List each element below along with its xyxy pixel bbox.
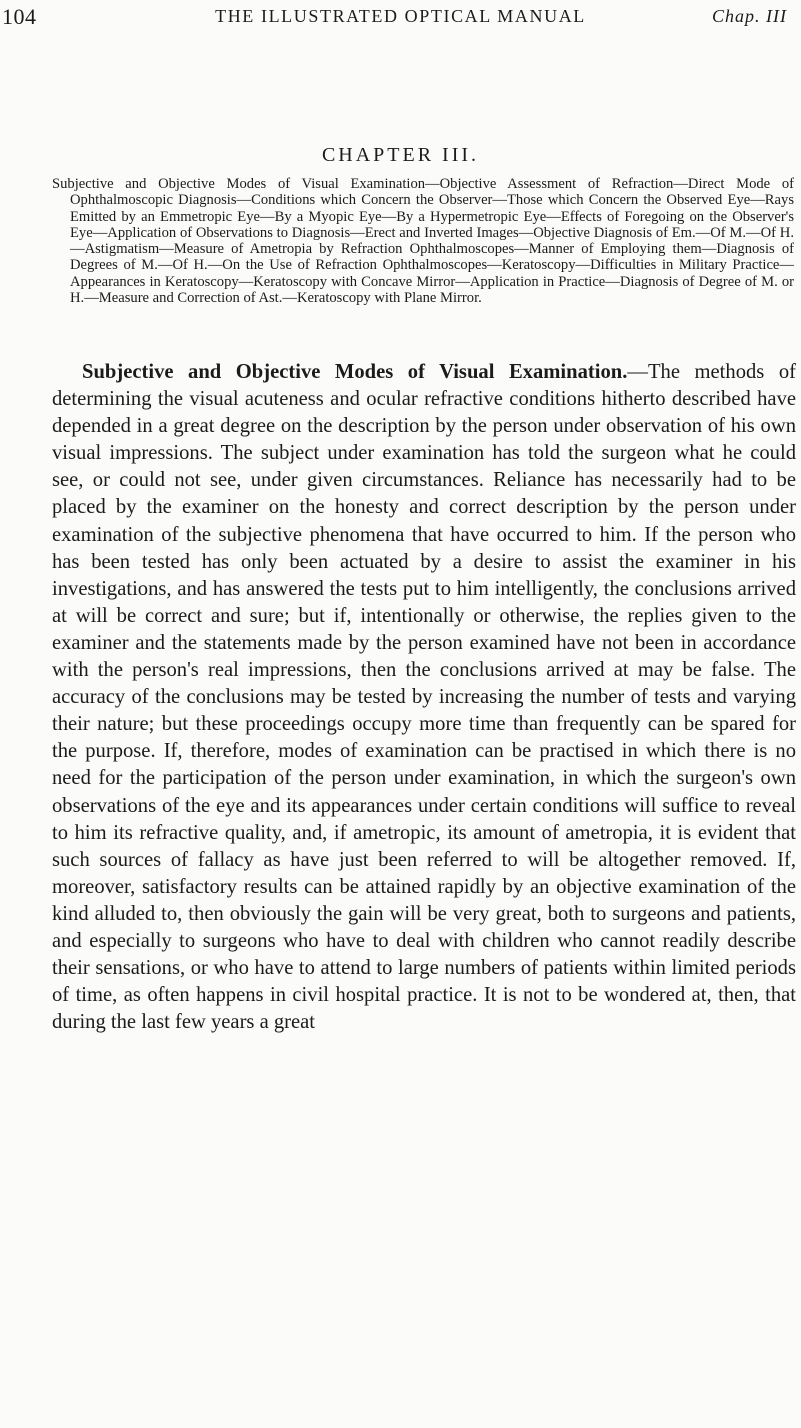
body-paragraph [52, 359, 796, 1036]
section-lead-heading: Subjective and Objective Modes of Visual Examination. [82, 361, 628, 383]
running-title: THE ILLUSTRATED OPTICAL MANUAL [215, 6, 586, 26]
page-number: 104 [2, 4, 37, 29]
body-text [52, 359, 796, 1036]
chapter-reference: Chap. III [712, 6, 787, 26]
paragraph-text: —The methods of determining the visual acuteness and ocular refractive conditions hitherto described have depended in a great degree on the description by the person under observation of his own visual impressions. The subject under examination has told the surgeon what he could see, or could not see, under given circumstances. Reliance has necessarily had to be placed by the examiner on the honesty and correct description by the person under examination of the subjective phenomena that have occurred to him. If the person who has been tested has only been actuated by a desire to assist the examiner in his investigations, and has answered the tests put to him intelligently, the conclusions arrived at will be correct and sure; but if, intentionally or otherwise, the replies given to the examiner and the statements made by the person examined have not been in accordance with the person's real impressions, then the conclusions arrived at may be false. The accuracy of the conclusions may be tested by increasing the number of tests and varying their nature; but these proceedings occupy more time than frequently can be spared for the purpose. If, therefore, modes of examination can be practised in which there is no need for the participation of the person under examination, in which the surgeon's own observations of the eye and its appearances under certain conditions will suffice to reveal to him its refractive quality, and, if ametropic, its amount of ametropia, it is evident that such sources of fallacy as have just been referred to will be altogether removed. If, moreover, satisfactory results can be attained rapidly by an objective examination of the kind alluded to, then obviously the gain will be very great, both to surgeons and patients, and especially to surgeons who have to deal with children who cannot readily describe their sensations, or who have to attend to large numbers of patients within limited periods of time, as often happens in civil hospital practice. It is not to be wondered at, then, that during the last few years a great [52, 361, 796, 1034]
chapter-synopsis: Subjective and Objective Modes of Visual Examination—Objective Assessment of Refraction—Direct Mode of Ophthalmoscopic Diagnosis—Conditions which Concern the Observer—Those which Concern the Observed Eye—Rays Emitted by an Emmetropic Eye—By a Myopic Eye—By a Hypermetropic Eye—Effects of Foregoing on the Observer's Eye—Application of Observations to Diagnosis—Erect and Inverted Images—Objective Diagnosis of Em.—Of M.—Of H.—Astigmatism—Measure of Ametropia by Refraction Ophthalmoscopes—Manner of Employing them—Diagnosis of Degrees of M.—Of H.—On the Use of Refraction Ophthalmoscopes—Keratoscopy—Difficulties in Military Practice—Appearances in Keratoscopy—Keratoscopy with Concave Mirror—Application in Practice—Diagnosis of Degree of M. or H.—Measure and Correction of Ast.—Keratoscopy with Plane Mirror. [52, 176, 794, 307]
chapter-heading: CHAPTER III. [321, 144, 480, 166]
running-head [0, 0, 801, 30]
